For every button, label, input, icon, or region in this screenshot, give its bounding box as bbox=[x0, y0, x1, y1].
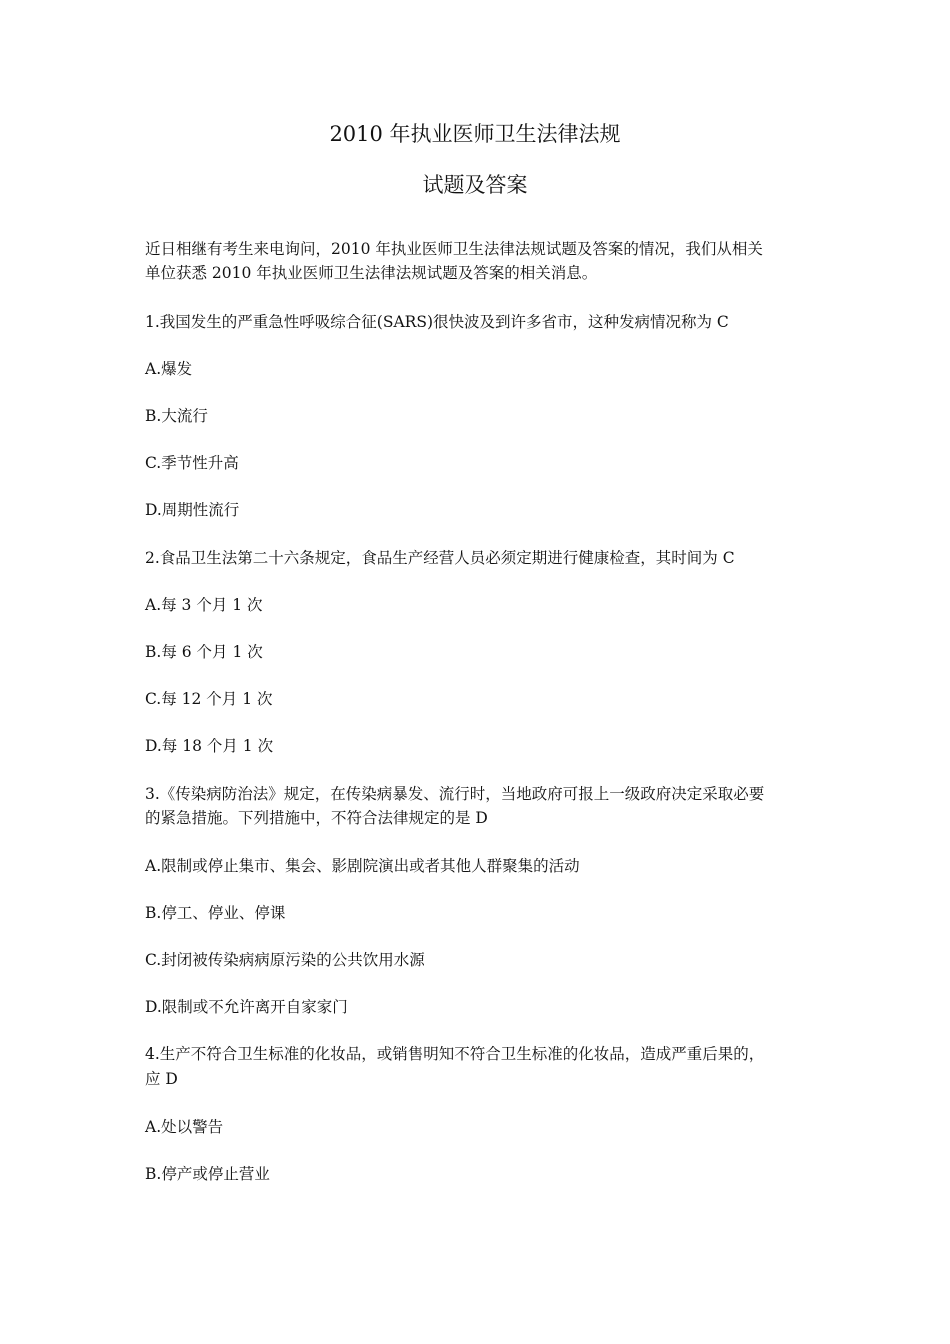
question-1-stem: 1.我国发生的严重急性呼吸综合征(SARS)很快波及到许多省市，这种发病情况称为 C bbox=[145, 313, 729, 331]
question-2-stem: 2.食品卫生法第二十六条规定，食品生产经营人员必须定期进行健康检查，其时间为 C bbox=[145, 549, 735, 567]
question-3-option-a: A.限制或停止集市、集会、影剧院演出或者其他人群聚集的活动 bbox=[145, 857, 580, 875]
question-4-option-b: B.停产或停止营业 bbox=[145, 1165, 270, 1183]
question-3-option-c: C.封闭被传染病病原污染的公共饮用水源 bbox=[145, 951, 425, 969]
question-2-option-c: C.每 12 个月 1 次 bbox=[145, 690, 273, 708]
question-2-option-a: A.每 3 个月 1 次 bbox=[145, 596, 263, 614]
document-title: 2010 年执业医师卫生法律法规 bbox=[329, 122, 621, 146]
question-4-stem-line-1: 4.生产不符合卫生标准的化妆品，或销售明知不符合卫生标准的化妆品，造成严重后果的， bbox=[145, 1045, 765, 1063]
question-2-option-d: D.每 18 个月 1 次 bbox=[145, 737, 274, 755]
question-3-stem-line-1: 3.《传染病防治法》规定，在传染病暴发、流行时，当地政府可报上一级政府决定采取必要 bbox=[145, 785, 765, 803]
question-4-option-a: A.处以警告 bbox=[145, 1118, 224, 1136]
question-1-option-c: C.季节性升高 bbox=[145, 454, 239, 472]
question-1-option-a: A.爆发 bbox=[145, 360, 193, 378]
question-3-option-b: B.停工、停业、停课 bbox=[145, 904, 286, 922]
question-3-option-d: D.限制或不允许离开自家家门 bbox=[145, 998, 348, 1016]
question-3-stem-line-2: 的紧急措施。下列措施中，不符合法律规定的是 D bbox=[145, 809, 488, 827]
question-1-option-b: B.大流行 bbox=[145, 407, 208, 425]
question-2-option-b: B.每 6 个月 1 次 bbox=[145, 643, 263, 661]
question-1-option-d: D.周期性流行 bbox=[145, 501, 240, 519]
question-4-stem-line-2: 应 D bbox=[145, 1070, 178, 1088]
document-subtitle: 试题及答案 bbox=[422, 173, 528, 197]
intro-line-2: 单位获悉 2010 年执业医师卫生法律法规试题及答案的相关消息。 bbox=[145, 264, 598, 282]
intro-line-1: 近日相继有考生来电询问，2010 年执业医师卫生法律法规试题及答案的情况，我们从相关 bbox=[145, 240, 763, 258]
